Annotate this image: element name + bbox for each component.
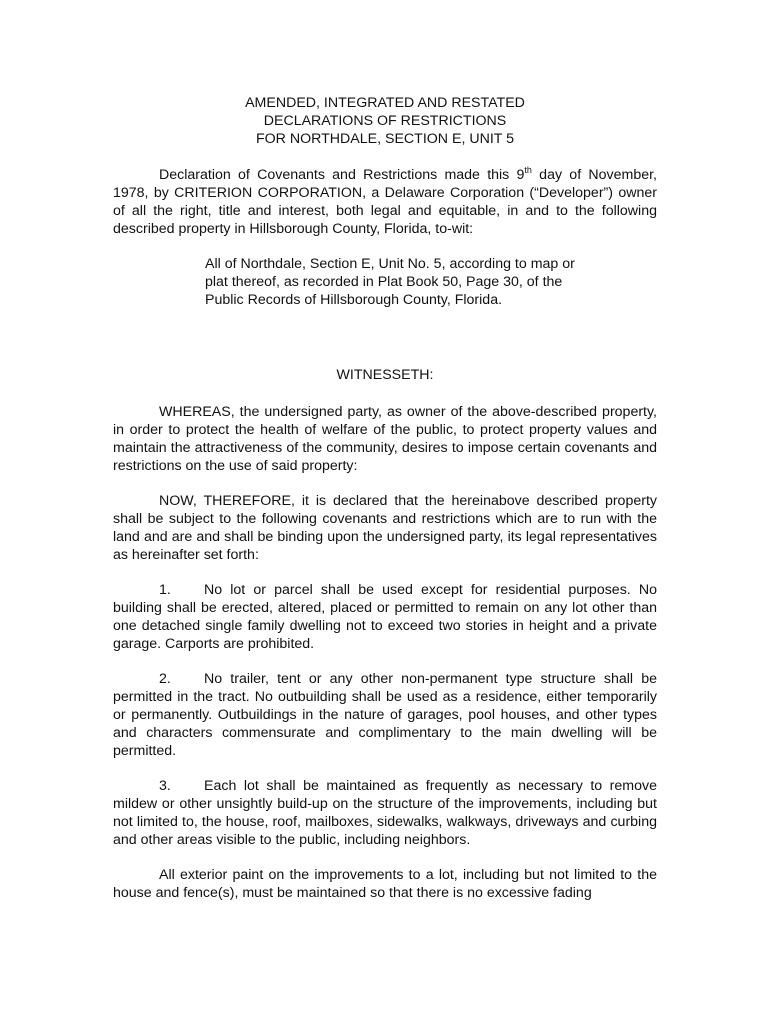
document-title — [113, 94, 657, 148]
witnesseth-heading: WITNESSETH: — [336, 367, 434, 383]
ordinal-suffix: th — [524, 165, 532, 175]
item-number: 1. — [159, 582, 171, 598]
restriction-item-2 — [113, 670, 657, 760]
item-text: No trailer, tent or any other non-permanent type structure shall be permitted in the tract. No outbuilding shall be used as a residence, either temporarily or permanently. Outbuildings in the nature of garages, pool houses, and other types and characters commensurate and complimentary to the main dwelling will be permitted. — [113, 671, 657, 759]
intro-text-start: Declaration of Covenants and Restrictions made this 9 — [159, 167, 525, 183]
item-number: 3. — [159, 778, 171, 794]
title-line-2: DECLARATIONS OF RESTRICTIONS — [263, 113, 507, 129]
paint-paragraph: All exterior paint on the improvements to a lot, including but not limited to the house and fence(s), must be maintained so that there is no excessive fading — [113, 867, 657, 901]
title-line-1: AMENDED, INTEGRATED AND RESTATED — [245, 95, 525, 111]
intro-text-end: day of November, 1978, by CRITERION CORPORATION, a Delaware Corporation (“Developer”) owner of all the right, title and interest, both legal and equitable, in and to the following described property in Hillsborough County, Florida, to-wit: — [113, 167, 657, 237]
item-number: 2. — [159, 671, 171, 687]
restriction-item-1 — [113, 581, 657, 653]
now-therefore-paragraph: NOW, THEREFORE, it is declared that the hereinabove described property shall be subject to the following covenants and restrictions which are to run with the land and are and shall be binding upon the undersigned party, its legal representatives as hereinafter set forth: — [113, 493, 657, 563]
intro-paragraph — [113, 166, 657, 238]
whereas-paragraph: WHEREAS, the undersigned party, as owner of the above-described property, in order to protect the health of welfare of the public, to protect property values and maintain the attractiveness of the community, desires to impose certain covenants and restrictions on the use of said property: — [113, 404, 657, 474]
item-text: Each lot shall be maintained as frequently as necessary to remove mildew or other unsightly build-up on the structure of the improvements, including but not limited to, the house, roof, mailboxes, sidewalks, walkways, driveways and curbing and other areas visible to the public, including neighbors. — [113, 778, 657, 848]
title-line-3: FOR NORTHDALE, SECTION E, UNIT 5 — [255, 131, 515, 147]
restriction-item-3 — [113, 777, 657, 849]
legal-description: All of Northdale, Section E, Unit No. 5, according to map or plat thereof, as recorded in Plat Book 50, Page 30, of the Public Records of Hillsborough County, Florida. — [205, 256, 575, 308]
item-text: No lot or parcel shall be used except for residential purposes. No building shall be erected, altered, placed or permitted to remain on any lot other than one detached single family dwelling not to exceed two stories in height and a private garage. Carports are prohibited. — [113, 582, 657, 652]
